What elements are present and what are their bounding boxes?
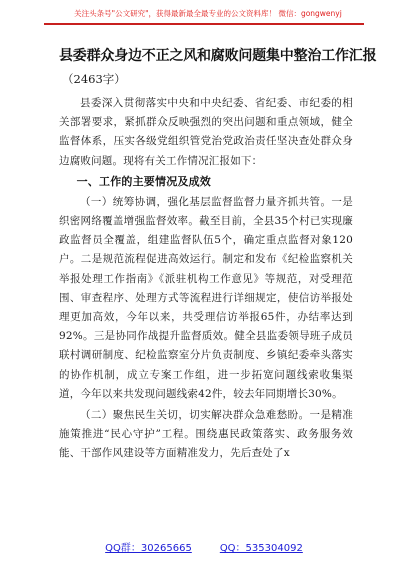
paragraph-1: （一）统筹协调，强化基层监督监督力量齐抓共管。一是织密网络覆盖增强监督效率。截至目前，全县35个村已实现廉政监督员全覆盖，组建监督队伍5个，确定重点监督对象120户。二是规范流程促进高效运行。制定和发布《纪检监察机关举报处理工作指南》《派驻机构工作意见》等规范，对受理范围、审查程序、处理方式等流程进行详细规定，使信访举报处理更加高效，今年以来，共受理信访举报65件，办结率达到92%。三是协同作战提升监督质效。健全县监委领导班子成员联村调研制度、纪检监察室分片负责制度、乡镇纪委牵头落实的协作机制，成立专案工作组，进一步拓宽问题线索收集渠道，今年以来共发现问题线索42件，较去年同期增长30%。 (59, 195, 353, 400)
intro-paragraph: 县委深入贯彻落实中央和中央纪委、省纪委、市纪委的相关部署要求，紧抓群众反映强烈的突出问题和重点领域，健全监督体系，压实各级党组织管党治党政治责任坚决查处群众身边腐败问题。现将有关工作情况汇报如下： (59, 97, 353, 167)
footer-qq-group[interactable]: QQ群：30265665 (105, 543, 192, 554)
header-banner: 关注头条号"公文研究"，获得最新最全最专业的公文资料库！ 微信：gongwenyj (74, 9, 342, 18)
document-body (59, 46, 377, 464)
document-text (59, 94, 353, 464)
section-heading: 一、工作的主要情况及成效 (76, 174, 211, 188)
word-count: （2463字） (62, 72, 126, 86)
header-rule (44, 23, 364, 25)
footer-qq[interactable]: QQ：535304092 (219, 543, 303, 554)
paragraph-2: （二）聚焦民生关切，切实解决群众急难愁盼。一是精准施策推进“民心守护”工程。围绕惠民政策落实、政务服务效能、干部作风建设等方面精准发力，先后查处了x (59, 409, 353, 460)
footer-contacts (0, 540, 408, 558)
document-title: 县委群众身边不正之风和腐败问题集中整治工作汇报 (59, 48, 377, 64)
